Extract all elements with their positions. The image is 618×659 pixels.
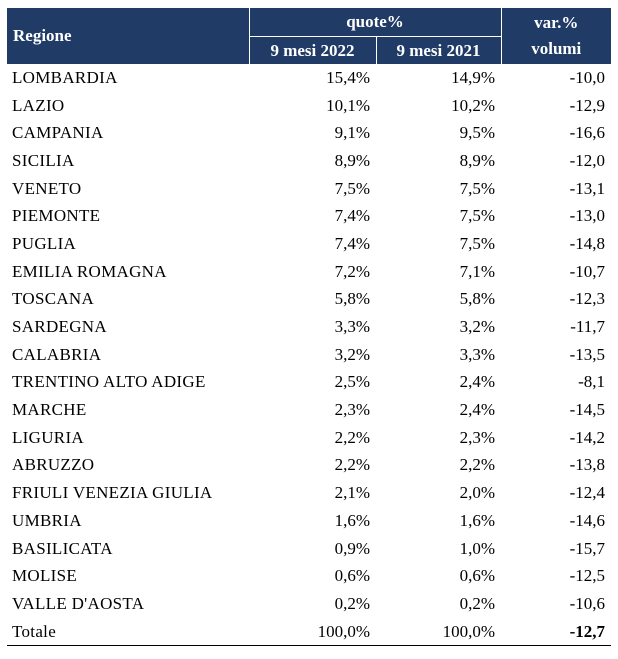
table-row xyxy=(7,507,611,535)
share-2022-cell: 1,6% xyxy=(334,510,370,530)
share-2021-cell: 9,5% xyxy=(459,123,495,143)
table-row xyxy=(7,369,611,397)
table-row xyxy=(7,452,611,480)
share-2022-cell: 0,2% xyxy=(334,593,370,613)
share-2022-cell: 7,5% xyxy=(334,178,370,198)
region-cell: PUGLIA xyxy=(12,233,77,253)
table-row xyxy=(7,562,611,590)
region-cell: VALLE D'AOSTA xyxy=(12,593,145,613)
share-2022-cell: 10,1% xyxy=(326,95,370,115)
share-2022-cell: 7,4% xyxy=(334,233,370,253)
region-cell: FRIULI VENEZIA GIULIA xyxy=(12,483,213,503)
share-2021-cell: 14,9% xyxy=(451,67,495,87)
share-2021-cell: 1,0% xyxy=(459,538,495,558)
share-2022-cell: 7,4% xyxy=(334,206,370,226)
share-2021-cell: 7,5% xyxy=(459,206,495,226)
region-cell: VENETO xyxy=(12,178,82,198)
share-2022-cell: 7,2% xyxy=(334,261,370,281)
header-region: Regione xyxy=(7,8,249,64)
table-row xyxy=(7,147,611,175)
share-2021-cell: 2,3% xyxy=(459,427,495,447)
share-2022-cell: 3,2% xyxy=(334,344,370,364)
share-2021-cell: 1,6% xyxy=(459,510,495,530)
share-2021-cell: 7,1% xyxy=(459,261,495,281)
region-cell: LAZIO xyxy=(12,95,65,115)
table-row xyxy=(7,119,611,147)
table-row xyxy=(7,64,611,92)
header-var-label: var.% xyxy=(534,13,579,32)
share-2021-cell: 100,0% xyxy=(376,618,501,646)
region-cell: EMILIA ROMAGNA xyxy=(12,261,167,281)
region-cell: CALABRIA xyxy=(12,344,102,364)
table-row xyxy=(7,202,611,230)
table-body xyxy=(7,64,611,646)
share-2021-cell: 2,2% xyxy=(459,455,495,475)
share-2022-cell: 5,8% xyxy=(334,289,370,309)
share-2021-cell: 2,4% xyxy=(459,372,495,392)
share-2021-cell: 2,0% xyxy=(459,483,495,503)
share-2022-cell: 2,5% xyxy=(334,372,370,392)
share-2022-cell: 0,6% xyxy=(334,566,370,586)
table-row xyxy=(7,230,611,258)
table-row xyxy=(7,92,611,120)
header-period-2021: 9 mesi 2021 xyxy=(376,37,501,65)
region-cell: Totale xyxy=(7,618,249,646)
volume-change-cell: -13,8 xyxy=(569,455,605,475)
volume-change-cell: -11,7 xyxy=(570,317,605,337)
header-period-2022: 9 mesi 2022 xyxy=(249,37,376,65)
region-cell: LOMBARDIA xyxy=(12,67,118,87)
table-row xyxy=(7,313,611,341)
share-2022-cell: 8,9% xyxy=(334,150,370,170)
volume-change-cell: -10,0 xyxy=(569,67,605,87)
volume-change-cell: -14,8 xyxy=(569,233,605,253)
share-2022-cell: 2,2% xyxy=(334,455,370,475)
table-row xyxy=(7,396,611,424)
share-2022-cell: 9,1% xyxy=(334,123,370,143)
header-quote: quote% xyxy=(249,8,501,37)
region-cell: PIEMONTE xyxy=(12,206,101,226)
table-row xyxy=(7,479,611,507)
share-2021-cell: 7,5% xyxy=(459,178,495,198)
table-row xyxy=(7,286,611,314)
share-2022-cell: 15,4% xyxy=(326,67,370,87)
region-cell: MARCHE xyxy=(12,400,87,420)
volume-change-cell: -12,9 xyxy=(569,95,605,115)
region-cell: MOLISE xyxy=(12,566,78,586)
volume-change-cell: -10,7 xyxy=(569,261,605,281)
share-2021-cell: 0,2% xyxy=(459,593,495,613)
region-cell: BASILICATA xyxy=(12,538,113,558)
header-var-volumi xyxy=(501,8,611,64)
table-row xyxy=(7,341,611,369)
region-cell: SARDEGNA xyxy=(12,317,107,337)
share-2022-cell: 100,0% xyxy=(249,618,376,646)
share-2022-cell: 2,1% xyxy=(334,483,370,503)
table-row xyxy=(7,175,611,203)
share-2022-cell: 0,9% xyxy=(334,538,370,558)
region-cell: ABRUZZO xyxy=(12,455,95,475)
share-2021-cell: 3,3% xyxy=(459,344,495,364)
volume-change-cell: -14,5 xyxy=(569,400,605,420)
table-header xyxy=(7,8,611,64)
regional-market-share-table xyxy=(7,8,611,646)
total-row xyxy=(7,618,611,646)
share-2021-cell: 8,9% xyxy=(459,150,495,170)
volume-change-cell: -13,1 xyxy=(569,178,605,198)
share-2021-cell: 2,4% xyxy=(459,400,495,420)
volume-change-cell: -12,5 xyxy=(569,566,605,586)
share-2021-cell: 0,6% xyxy=(459,566,495,586)
volume-change-cell: -12,4 xyxy=(569,483,605,503)
volume-change-cell: -12,7 xyxy=(501,618,611,646)
region-cell: TRENTINO ALTO ADIGE xyxy=(12,372,206,392)
region-cell: UMBRIA xyxy=(12,510,82,530)
table-row xyxy=(7,590,611,618)
volume-change-cell: -14,2 xyxy=(569,427,605,447)
region-cell: LIGURIA xyxy=(12,427,84,447)
share-2022-cell: 2,3% xyxy=(334,400,370,420)
share-2022-cell: 3,3% xyxy=(334,317,370,337)
share-2021-cell: 3,2% xyxy=(459,317,495,337)
volume-change-cell: -15,7 xyxy=(569,538,605,558)
volume-change-cell: -12,3 xyxy=(569,289,605,309)
share-2021-cell: 10,2% xyxy=(451,95,495,115)
share-2021-cell: 5,8% xyxy=(459,289,495,309)
table-row xyxy=(7,424,611,452)
volume-change-cell: -16,6 xyxy=(569,123,605,143)
header-volumi-label: volumi xyxy=(531,39,582,58)
region-cell: TOSCANA xyxy=(12,289,95,309)
volume-change-cell: -13,5 xyxy=(569,344,605,364)
table-row xyxy=(7,535,611,563)
table-row xyxy=(7,258,611,286)
volume-change-cell: -8,1 xyxy=(578,372,605,392)
share-2022-cell: 2,2% xyxy=(334,427,370,447)
volume-change-cell: -14,6 xyxy=(569,510,605,530)
share-2021-cell: 7,5% xyxy=(459,233,495,253)
volume-change-cell: -13,0 xyxy=(569,206,605,226)
region-cell: CAMPANIA xyxy=(12,123,104,143)
volume-change-cell: -12,0 xyxy=(569,150,605,170)
region-cell: SICILIA xyxy=(12,150,75,170)
volume-change-cell: -10,6 xyxy=(569,593,605,613)
